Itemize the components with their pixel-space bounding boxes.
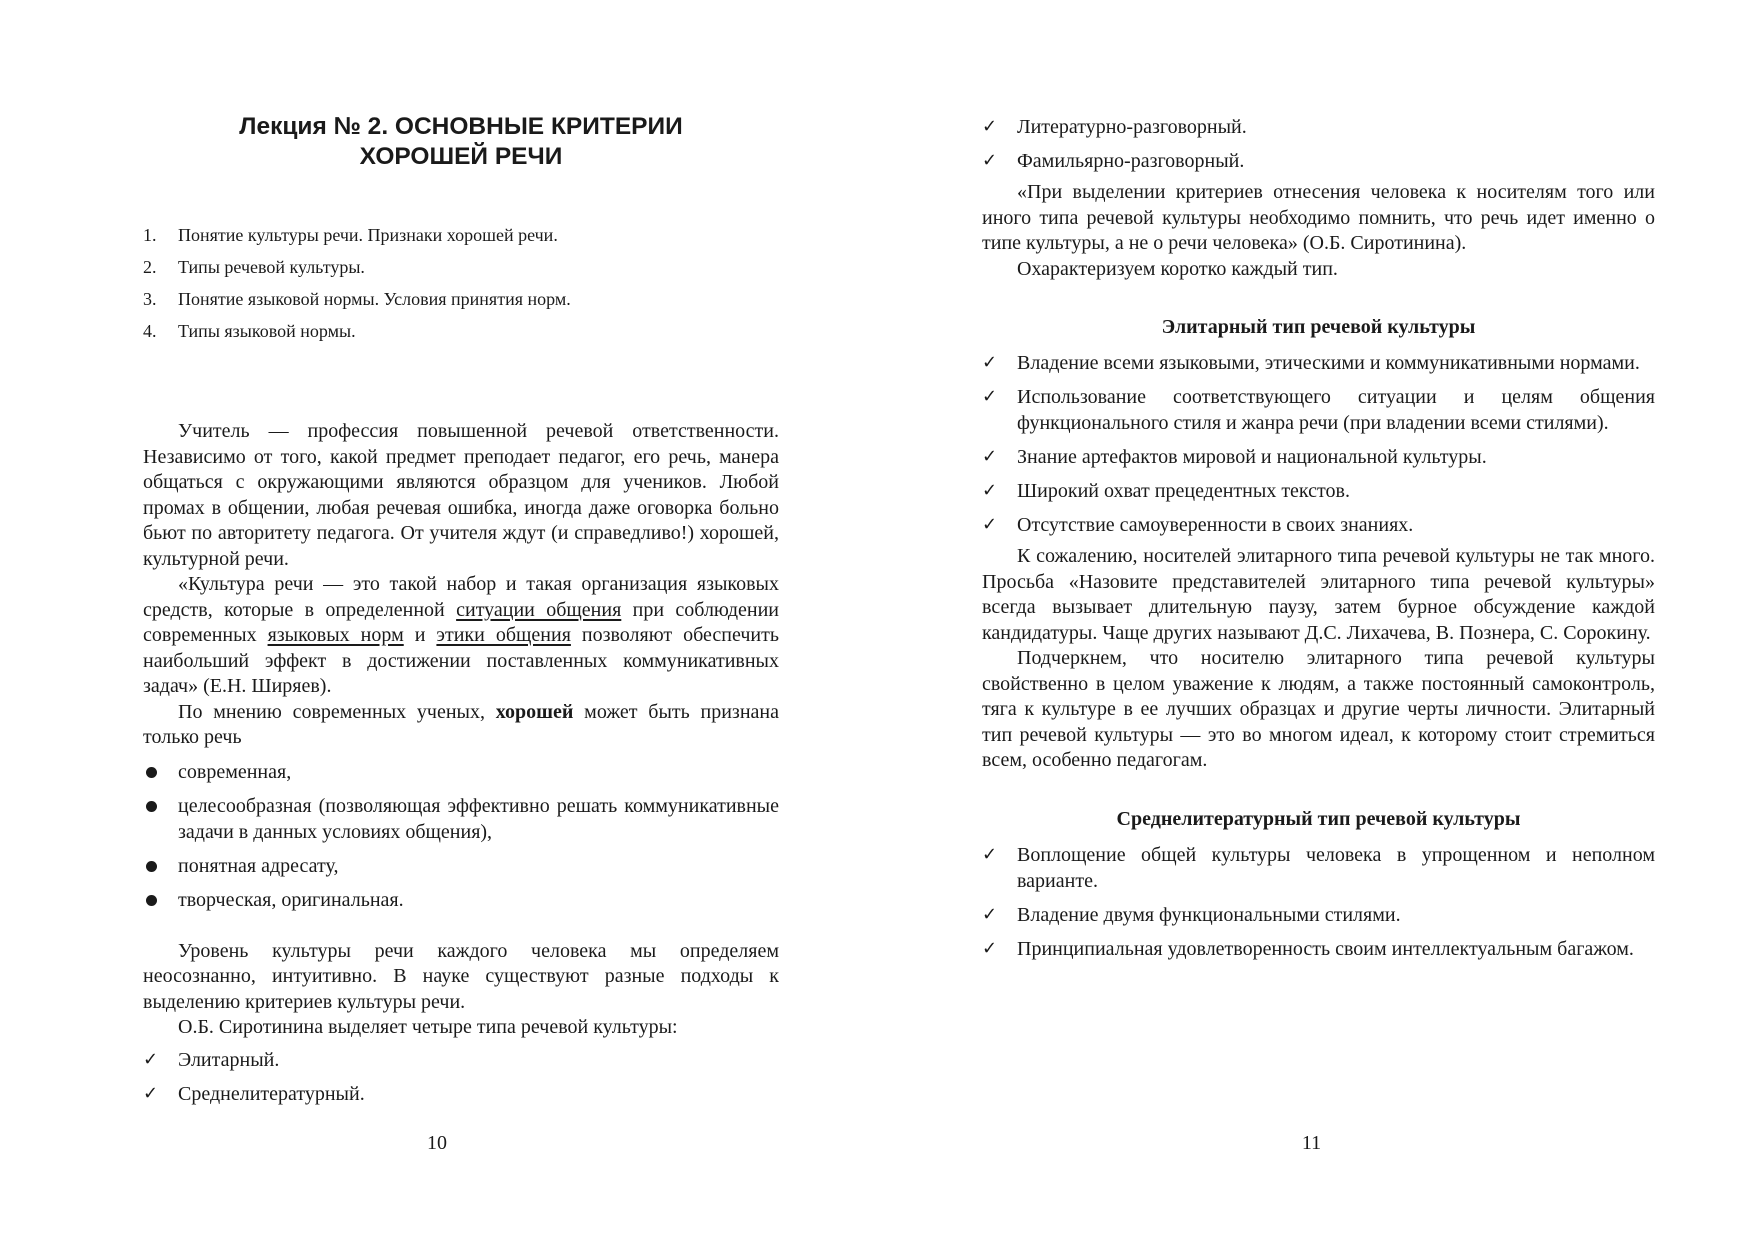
checkmark-icon: ✓: [982, 480, 998, 501]
list-item: целесообразная (позволяющая эффективно решать коммуникативные задачи в данных условиях общения),: [143, 793, 779, 845]
check-list: [982, 114, 1655, 174]
term-link: этики общения: [436, 624, 571, 646]
checkmark-icon: ✓: [982, 386, 998, 407]
checkmark-icon: ✓: [982, 352, 998, 373]
list-item: ✓ Воплощение общей культуры человека в упрощенном и неполном варианте.: [982, 843, 1655, 892]
lecture-outline: [143, 223, 571, 351]
paragraph: По мнению современных ученых, хорошей может быть признана только речь: [143, 700, 779, 748]
checkmark-icon: ✓: [982, 150, 998, 171]
section-heading: Элитарный тип речевой культуры: [1161, 316, 1476, 338]
checkmark-icon: ✓: [982, 903, 998, 925]
list-item: современная,: [143, 759, 779, 785]
bullet-icon: [146, 861, 157, 872]
outline-item: 1. Понятие культуры речи. Признаки хорошей речи.: [143, 225, 558, 245]
list-item: ✓ Владение двумя функциональными стилями.: [982, 903, 1401, 926]
lecture-title-line-1: Лекция № 2. ОСНОВНЫЕ КРИТЕРИИ: [239, 113, 683, 140]
page-left: [0, 0, 874, 1241]
list-item: ✓ Владение всеми языковыми, этическими и коммуникативными нормами.: [982, 352, 1640, 374]
checkmark-icon: ✓: [982, 116, 998, 137]
checkmark-icon: ✓: [982, 937, 998, 959]
right-body: [982, 114, 1655, 962]
bullet-icon: [146, 801, 157, 812]
checkmark-icon: ✓: [143, 1048, 159, 1070]
quote-paragraph: «Культура речи — это такой набор и такая организация языковых средств, которые в определенной ситуации общения при соблюдении современных языковых норм и этики общения позволяют обеспечить наибольший эффект в достижении поставленных коммуникативных задач» (Е.Н. Ширяев).: [143, 573, 780, 697]
outline-item: 3. Понятие языковой нормы. Условия принятия норм.: [143, 289, 571, 309]
checkmark-icon: ✓: [143, 1082, 159, 1104]
outline-item: 2. Типы речевой культуры.: [143, 257, 365, 277]
paragraph: Уровень культуры речи каждого человека мы определяем неосознанно, интуитивно. В науке существуют разные подходы к выделению критериев культуры речи.: [143, 939, 779, 1013]
list-item: ✓ Знание артефактов мировой и национальной культуры.: [982, 446, 1487, 468]
page-number: 11: [1301, 1132, 1322, 1154]
paragraph: «При выделении критериев отнесения человека к носителям того или иного типа речевой культуры необходимо помнить, что речь идет именно о типе культуры, а не о речи человека» (О.Б. Сиротинина).: [982, 181, 1655, 254]
bullet-icon: [146, 895, 157, 906]
checkmark-icon: ✓: [982, 843, 998, 865]
check-list: [982, 842, 1655, 962]
paragraph: Подчеркнем, что носителю элитарного типа речевой культуры свойственно в целом уважение к людям, а также постоянный самоконтроль, тяга к культуре в ее лучших образцах и другие черты личности. Элитарный тип речевой культуры — это во многом идеал, к которому стоит стремиться всем, особенно педагогам.: [982, 647, 1655, 771]
paragraph: К сожалению, носителей элитарного типа речевой культуры не так много. Просьба «Назовите представителей элитарного типа речевой культуры» всегда вызывает длительную паузу, затем бурное обсуждение каждой кандидатуры. Чаще других называют Д.С. Лихачева, В. Познера, С. Сорокину.: [982, 545, 1655, 644]
page-number: 10: [427, 1132, 447, 1154]
list-item: ✓ Отсутствие самоуверенности в своих знаниях.: [982, 514, 1414, 536]
term-link: языковых норм: [267, 624, 404, 646]
list-item: ✓ Элитарный.: [143, 1048, 280, 1071]
section-heading: Среднелитературный тип речевой культуры: [1116, 807, 1521, 830]
check-list: [143, 1047, 779, 1107]
paragraph: Охарактеризуем коротко каждый тип.: [1017, 257, 1338, 280]
left-body: [143, 419, 779, 1107]
check-list: [982, 350, 1655, 538]
checkmark-icon: ✓: [982, 514, 998, 535]
list-item: ✓ Литературно-разговорный.: [982, 116, 1247, 138]
lecture-title: [143, 112, 779, 172]
checkmark-icon: ✓: [982, 446, 998, 467]
list-item: ✓ Среднелитературный.: [143, 1082, 365, 1105]
page-right: [874, 0, 1749, 1241]
term-link: ситуации общения: [456, 598, 622, 621]
paragraph: О.Б. Сиротинина выделяет четыре типа речевой культуры:: [178, 1016, 678, 1038]
list-item: понятная адресату,: [143, 853, 779, 879]
paragraph: Учитель — профессия повышенной речевой ответственности. Независимо от того, какой предмет преподает педагог, его речь, манера общаться с окружающими являются образцом для учеников. Любой промах в общении, любая речевая ошибка, иногда даже оговорка больно бьют по авторитету педагога. От учителя ждут (и справедливо!) хорошей, культурной речи.: [143, 420, 779, 570]
list-item: ✓ Фамильярно-разговорный.: [982, 150, 1245, 172]
list-item: ✓ Принципиальная удовлетворенность своим интеллектуальным багажом.: [982, 937, 1634, 960]
outline-item: 4. Типы языковой нормы.: [143, 321, 356, 341]
list-item: творческая, оригинальная.: [143, 887, 779, 913]
bullet-icon: [146, 767, 157, 778]
list-item: ✓ Использование соответствующего ситуации и целям общения функционального стиля и жанра речи (при владении всеми стилями).: [982, 386, 1655, 434]
bullet-list: [143, 759, 779, 913]
list-item: ✓ Широкий охват прецедентных текстов.: [982, 480, 1350, 502]
lecture-title-line-2: ХОРОШЕЙ РЕЧИ: [359, 143, 563, 170]
